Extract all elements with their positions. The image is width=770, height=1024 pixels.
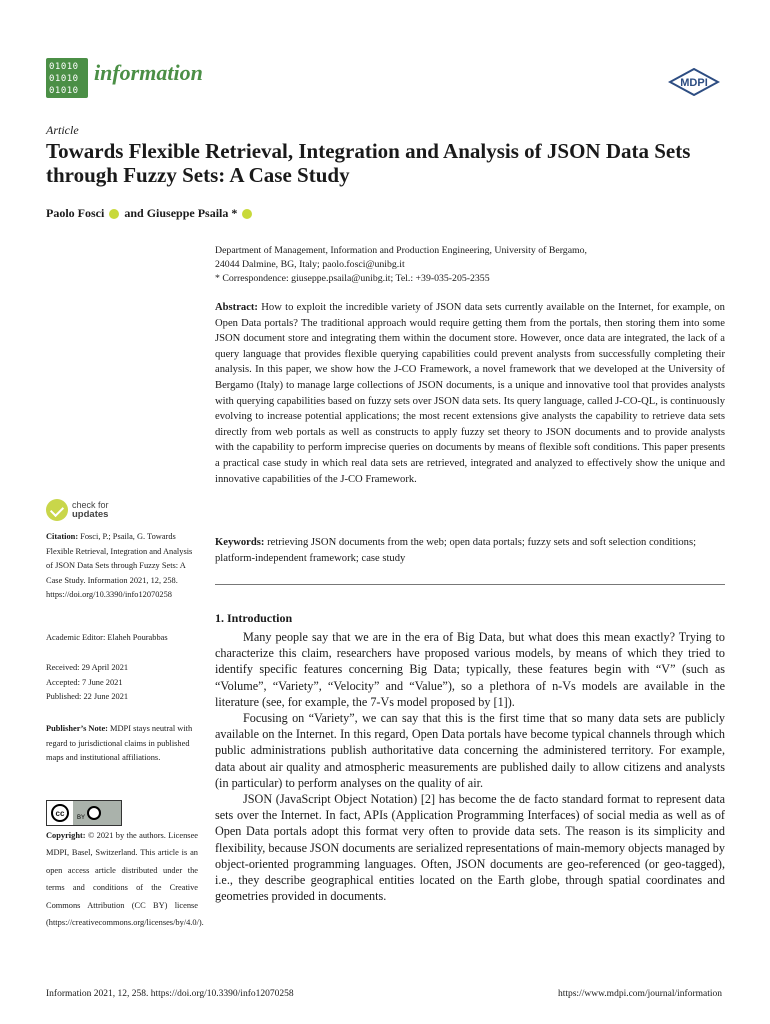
article-type: Article: [46, 123, 79, 137]
received-date: Received: 29 April 2021: [46, 663, 129, 672]
section-heading: 1. Introduction: [215, 611, 293, 625]
journal-name: information: [94, 60, 203, 85]
dates-block: [46, 661, 198, 705]
by-attribution-icon: [87, 806, 101, 820]
paragraph: Focusing on “Variety”, we can say that this is the first time that so many data sets are publicly available on the Internet. In this regard, Open Data portals have become typical channels through which public administrations publish authoritative data concerning the administered territory. For example, data about air quality and atmospheric measurements are published daily to allow citizens and analysts (in particular) to perform analyses on the quality of air.: [215, 711, 725, 790]
abstract-label: Abstract:: [215, 302, 258, 313]
citation-block: [46, 530, 198, 603]
abstract: [215, 300, 725, 487]
affiliation-line: 24044 Dalmine, BG, Italy; paolo.fosci@unibg.it: [215, 259, 405, 270]
footer-citation[interactable]: Information 2021, 12, 258. https://doi.org/10.3390/info12070258: [46, 989, 294, 999]
publisher-note-text: MDPI stays neutral with regard to jurisdictional claims in published maps and institutional affiliations.: [46, 724, 193, 762]
publisher-note: [46, 722, 198, 766]
logo-bits-line: 01010: [49, 62, 79, 72]
citation-text: Fosci, P.; Psaila, G. Towards Flexible Retrieval, Integration and Analysis of JSON Data Sets through Fuzzy Sets: A Case Study. Information 2021, 12, 258. https://doi.org/10.3390/info12070258: [46, 532, 193, 599]
affiliation: [215, 244, 725, 286]
accepted-date: Accepted: 7 June 2021: [46, 677, 123, 687]
affiliation-line: Department of Management, Information and Production Engineering, University of Bergamo,: [215, 245, 588, 256]
author-conjunction: and: [124, 206, 144, 220]
correspondence-line: * Correspondence: giuseppe.psaila@unibg.it; Tel.: +39-035-205-2355: [215, 273, 490, 284]
copyright-label: Copyright:: [46, 831, 86, 840]
academic-editor: Academic Editor: Elaheh Pourabbas: [46, 633, 168, 642]
logo-bits-line: 01010: [49, 74, 79, 84]
check-line: check for: [72, 500, 109, 510]
cc-by-label: BY: [77, 815, 86, 821]
copyright-text: © 2021 by the authors. Licensee MDPI, Basel, Switzerland. This article is an open access article distributed under the terms and conditions of the Creative Commons Attribution (CC BY) license (https://creativecommons.org/licenses/by/4.0/).: [46, 831, 204, 928]
orcid-icon[interactable]: [242, 209, 252, 219]
copyright-block: [46, 827, 204, 931]
introduction-body: [215, 629, 725, 904]
cc-icon: cc: [51, 804, 69, 822]
paragraph: JSON (JavaScript Object Notation) [2] has become the de facto standard format to represent data sets over the Internet. In fact, APIs (Application Programming Interfaces) of social media as well as of Open Data portals adopt this format very often to provide data sets. The reason is its simplicity and flexibility, because JSON documents are serialized representations of main-memory objects managed by object-oriented programming languages. Often, JSON documents are geo-referenced (or geo-tagged), i.e., they describe geographical entities located on the Earth globe, through spatial coordinates and geometries provided in documents.: [215, 792, 725, 904]
keywords-label: Keywords:: [215, 537, 265, 548]
author-name[interactable]: Paolo Fosci: [46, 206, 105, 220]
mdpi-logo-text: MDPI: [680, 77, 708, 89]
abstract-text: How to exploit the incredible variety of JSON data sets currently available on the Internet, for example, on Open Data portals? The traditional approach would require getting them from the portals, then storing them into some JSON document store and integrating them within the document store. However, once data are integrated, the lack of a query language that provides flexible querying capabilities could prevent analysts from successfully completing their analysis. In this paper, we show how the J-CO Framework, a novel framework that we developed at the University of Bergamo (Italy) to manage large collections of JSON documents, is a unique and innovative tool that provides analysts with querying capabilities based on fuzzy sets over JSON data sets. Its query language, called J-CO-QL, is continuously evolving to increase potential applications; the most recent extensions give analysts the capability to retrieve data sets directly from web portals as well as constructs to apply fuzzy set theory to JSON documents and to provide analysts with the capability to perform imprecise queries on documents by means of flexible soft conditions. This paper presents a practical case study in which real data sets are retrieved, integrated and analyzed to effectively show the unique and innovative capabilities of the J-CO Framework.: [215, 302, 725, 485]
publisher-note-label: Publisher’s Note:: [46, 724, 108, 733]
section-divider: [215, 584, 725, 585]
author-list: [46, 206, 254, 221]
logo-bits-line: 01010: [49, 86, 79, 96]
author-name[interactable]: Giuseppe Psaila *: [146, 206, 238, 220]
published-date: Published: 22 June 2021: [46, 692, 129, 701]
check-icon: [46, 499, 68, 521]
citation-label: Citation:: [46, 532, 79, 541]
creative-commons-badge[interactable]: [46, 800, 122, 826]
check-for-updates-text: [72, 501, 109, 519]
footer-journal-link[interactable]: https://www.mdpi.com/journal/information: [557, 989, 722, 999]
keywords: [215, 535, 725, 566]
mdpi-logo: [668, 68, 720, 96]
paragraph: Many people say that we are in the era of Big Data, but what does this mean exactly? Trying to characterize this claim, researchers have proposed various models, by means of which they tried to identify specific features concerning Big Data; typically, these features begin with “V” (such as “Volume”, “Variety”, “Velocity” and “Value”), so a plethora of n-Vs models are available in the literature (see, for example, the 7-Vs model proposed by [1]).: [215, 630, 725, 709]
paper-title: Towards Flexible Retrieval, Integration and Analysis of JSON Data Sets through Fuzzy Sets: A Case Study: [46, 139, 691, 187]
journal-logo: [46, 58, 88, 98]
check-for-updates-badge[interactable]: [46, 499, 109, 521]
keywords-text: retrieving JSON documents from the web; open data portals; fuzzy sets and soft selection conditions; platform-independent framework; case study: [215, 537, 697, 564]
orcid-icon[interactable]: [109, 209, 119, 219]
updates-line: updates: [72, 509, 109, 520]
